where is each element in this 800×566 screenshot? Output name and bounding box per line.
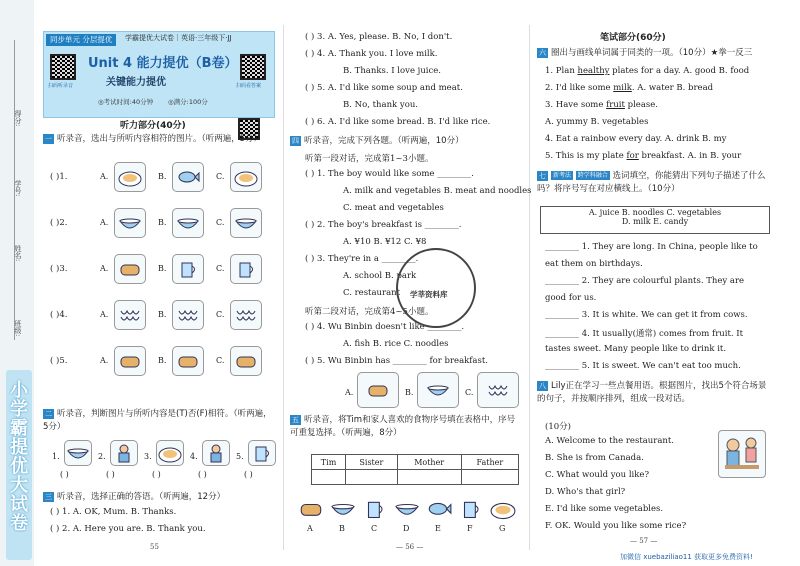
spine-label-id: 学号: <box>14 180 22 197</box>
plate-icon <box>158 443 182 463</box>
q6-text: 3. Have some <box>545 100 607 110</box>
cup-icon <box>250 443 274 463</box>
bowl-icon <box>118 213 142 233</box>
q3-line-2: ( ) 2. A. Here you are. B. Thank you. <box>50 524 206 534</box>
noodle-icon <box>176 305 200 325</box>
option-picture[interactable] <box>114 162 146 192</box>
plate-icon <box>490 498 516 520</box>
watermark-stamp <box>396 248 476 328</box>
food-table <box>311 454 519 485</box>
writing-section-title: 笔试部分(60分) <box>600 33 666 43</box>
bread-icon <box>366 380 390 400</box>
q4-item-1-options: A. milk and vegetables B. meat and noodles <box>343 186 532 196</box>
q6-text: plates for a day. A. good B. food <box>609 66 750 76</box>
food-picture <box>298 498 324 520</box>
person-icon <box>204 443 228 463</box>
q6-text: 2. I'd like some <box>545 83 614 93</box>
question-8 <box>537 380 769 406</box>
cup-icon <box>458 498 484 520</box>
q2-answer-paren[interactable]: ( ) <box>106 470 115 479</box>
food-letter: E <box>435 524 441 533</box>
spine-brand-text: 小学霸提优大试卷 <box>7 380 28 532</box>
noodle-icon <box>234 305 258 325</box>
option-letter: A. <box>100 264 109 273</box>
q1-answer-paren[interactable]: ( )3. <box>50 264 68 274</box>
q1-answer-paren[interactable]: ( )5. <box>50 356 68 366</box>
question-2 <box>43 408 273 434</box>
option-letter: A. <box>100 356 109 365</box>
option-letter: C. <box>216 218 225 227</box>
food-letter: B <box>339 524 345 533</box>
word-bank-box <box>540 206 770 234</box>
table-header-father: Father <box>461 455 518 470</box>
q7-tag: 新考法 <box>553 172 572 179</box>
q6-line <box>545 151 741 161</box>
food-picture <box>458 498 484 520</box>
listening-section-title: 听力部分(40分) <box>120 121 186 131</box>
q6-text: . A. water B. bread <box>631 83 714 93</box>
q7-line: tastes sweet. Many people like to drink it. <box>545 344 727 354</box>
bread-icon <box>118 351 142 371</box>
q6-text: A. yummy <box>545 117 588 127</box>
q2-answer-paren[interactable]: ( ) <box>198 470 207 479</box>
series-badge: 同步单元 分层提优 <box>46 34 116 46</box>
q6-underlined-word: for <box>626 151 639 161</box>
q3-line-5b: B. No, thank you. <box>343 100 418 110</box>
option-picture[interactable] <box>172 208 204 238</box>
q7-tag-2: 跨学科融合 <box>577 172 608 179</box>
q8-option: F. OK. Would you like some rice? <box>545 521 687 531</box>
q4-item-2-options: A. ¥10 B. ¥12 C. ¥8 <box>343 237 427 247</box>
option-picture[interactable] <box>172 300 204 330</box>
table-header-mother: Mother <box>397 455 461 470</box>
q4-item-1-option-c: C. meat and vegetables <box>343 203 444 213</box>
q7-line: ________ 5. It is sweet. We can't eat too much. <box>545 361 741 371</box>
page-number-left: 55 <box>150 543 159 551</box>
option-picture[interactable] <box>114 208 146 238</box>
q2-picture <box>202 440 230 466</box>
q7-line: good for us. <box>545 293 597 303</box>
food-picture <box>426 498 452 520</box>
q3-instruction: 听录音，选择正确的答语。（听两遍，12分） <box>57 492 226 502</box>
option-picture[interactable] <box>172 346 204 376</box>
q2-item-number: 1. <box>52 452 60 461</box>
bread-icon <box>118 259 142 279</box>
q7-line: ________ 4. It usually(通常) comes from fruit. It <box>545 329 744 339</box>
q4-item-1: ( ) 1. The boy would like some ________. <box>305 169 474 179</box>
fish-icon <box>176 167 200 187</box>
q1-instruction: 听录音，选出与所听内容相符的图片。（听两遍，5分） <box>57 134 263 144</box>
q3-line-4b: B. Thanks. I love juice. <box>343 66 442 76</box>
q6-text: 4. Eat a rainbow every day. A. drink B. my <box>545 134 727 144</box>
q7-line: ________ 3. It is white. We can get it from cows. <box>545 310 748 320</box>
option-letter: B. <box>158 172 167 181</box>
column-divider <box>283 25 284 550</box>
q6-underlined-word: healthy <box>577 66 610 76</box>
option-picture[interactable] <box>114 346 146 376</box>
option-picture[interactable] <box>230 162 262 192</box>
q1-number: 一 <box>45 134 52 143</box>
word-bank-line-2: D. milk E. candy <box>621 217 689 226</box>
q8-option: A. Welcome to the restaurant. <box>545 436 674 446</box>
food-letter: G <box>499 524 506 533</box>
food-letter: A <box>307 524 313 533</box>
q7-instruction: 选词填空，你能猜出下列句子描述了什么吗？将序号写在对应横线上。（10分） <box>537 171 766 194</box>
q6-underlined-word: milk <box>613 83 632 93</box>
food-letter: F <box>467 524 473 533</box>
question-7 <box>537 170 769 196</box>
q4-item-3-option-c: C. restaurant <box>343 288 401 298</box>
option-picture[interactable] <box>230 346 262 376</box>
q2-item-number: 5. <box>236 452 244 461</box>
table-cell-tim[interactable] <box>312 470 346 485</box>
word-bank-line-1: A. juice B. noodles C. vegetables <box>588 208 722 217</box>
q3-line-6: ( ) 6. A. I'd like some bread. B. I'd like rice. <box>305 117 491 127</box>
bowl-icon <box>394 498 420 520</box>
sub-title: 关键能力提优 <box>106 77 166 88</box>
option-letter: C. <box>216 172 225 181</box>
option-picture[interactable] <box>230 254 262 284</box>
q6-text: please. <box>624 100 658 110</box>
option-letter: A. <box>100 218 109 227</box>
spine-label-score: 得分: <box>14 110 22 127</box>
option-letter: C. <box>216 356 225 365</box>
food-picture <box>362 498 388 520</box>
option-letter: B. <box>158 310 167 319</box>
q4-item-3-options: A. school B. park <box>343 271 417 281</box>
footer-notice: 加微信 xuebaziliao11 获取更多免费资料! <box>620 553 753 561</box>
q3-line-4a: ( ) 4. A. Thank you. I love milk. <box>305 49 438 59</box>
q8-option: E. I'd like some vegetables. <box>545 504 664 514</box>
qr-label-listen: 扫码听录音 <box>48 83 74 89</box>
plate-icon <box>234 167 258 187</box>
q4-part1-instruction: 听第一段对话，完成第1~3小题。 <box>305 154 434 164</box>
column-divider <box>529 25 530 550</box>
q4-item-4-options: A. fish B. rice C. noodles <box>343 339 449 349</box>
q2-answer-paren[interactable]: ( ) <box>60 470 69 479</box>
option-picture[interactable] <box>230 208 262 238</box>
fish-icon <box>426 498 452 520</box>
series-line: 学霸提优大试卷｜英语·三年级下·JJ <box>125 34 232 42</box>
q5-number: 五 <box>292 415 299 424</box>
q3-number: 三 <box>45 492 52 501</box>
q8-option: D. Who's that girl? <box>545 487 626 497</box>
food-picture <box>490 498 516 520</box>
bowl-icon <box>66 443 90 463</box>
plate-icon <box>118 167 142 187</box>
food-letter: C <box>371 524 378 533</box>
q2-answer-paren[interactable]: ( ) <box>244 470 253 479</box>
q1-answer-paren[interactable]: ( )4. <box>50 310 68 320</box>
food-picture <box>330 498 356 520</box>
question-4 <box>290 134 464 146</box>
q6-line <box>545 117 648 127</box>
q8-instruction: Lily正在学习一些点餐用语。根据图片，找出5个符合场景的句子，并按顺序排列，组成一段对话。 <box>537 381 767 404</box>
q4-instruction: 听录音，完成下列各题。（听两遍，10分） <box>304 136 464 146</box>
option-picture[interactable] <box>114 254 146 284</box>
q6-text: 5. This is my plate <box>545 151 627 161</box>
q2-instruction: 听录音，判断图片与所听内容是(T)否(F)相符。（听两遍，5分） <box>43 409 272 432</box>
q8-option: B. She is from Canada. <box>545 453 644 463</box>
question-1 <box>43 133 273 146</box>
q7-line: eat them on birthdays. <box>545 259 643 269</box>
option-letter: C. <box>216 264 225 273</box>
q2-picture <box>64 440 92 466</box>
restaurant-scene-icon <box>719 431 765 477</box>
noodle-icon <box>118 305 142 325</box>
cup-icon <box>176 259 200 279</box>
q4-option-letter: A. <box>345 388 354 397</box>
table-cell-father[interactable] <box>461 470 518 485</box>
q7-line: ________ 1. They are long. In China, people like to <box>545 242 758 252</box>
person-icon <box>112 443 136 463</box>
q2-picture <box>248 440 276 466</box>
q6-text: B. vegetables <box>587 117 649 127</box>
q4-part2-instruction: 听第二段对话，完成第4~5小题。 <box>305 307 434 317</box>
q6-text: 1. Plan <box>545 66 578 76</box>
q4-item-5: ( ) 5. Wu Binbin has ________ for breakfast. <box>305 356 488 366</box>
q4-number: 四 <box>292 136 299 145</box>
table-header-tim: Tim <box>312 455 346 470</box>
table-cell-mother[interactable] <box>397 470 461 485</box>
page-number-middle: — 56 — <box>396 543 424 551</box>
time-info: ◎考试时间:40分钟 <box>98 98 154 106</box>
bread-icon <box>298 498 324 520</box>
noodle-icon <box>486 380 510 400</box>
q8-option: C. What would you like? <box>545 470 650 480</box>
bowl-icon <box>176 213 200 233</box>
table-cell-sister[interactable] <box>346 470 398 485</box>
option-letter: A. <box>100 172 109 181</box>
q4-option-letter: C. <box>465 388 474 397</box>
qr-code-listen[interactable] <box>50 54 76 80</box>
q2-item-number: 4. <box>190 452 198 461</box>
spine-label-class: 班级: <box>14 320 22 337</box>
q8-score: (10分) <box>545 422 571 432</box>
food-letter: D <box>403 524 410 533</box>
q4-option-picture[interactable] <box>357 372 399 408</box>
q6-line <box>545 134 726 144</box>
cup-icon <box>234 259 258 279</box>
bowl-icon <box>330 498 356 520</box>
option-letter: B. <box>158 356 167 365</box>
watermark-stamp-text: 学莘资料库 <box>410 290 448 299</box>
option-picture[interactable] <box>230 300 262 330</box>
page-number-right: — 57 — <box>630 537 658 545</box>
q6-instruction: 圈出与画线单词属于同类的一项。（10分）★拳一反三 <box>551 48 753 58</box>
q3-line-1: ( ) 1. A. OK, Mum. B. Thanks. <box>50 507 177 517</box>
option-letter: B. <box>158 218 167 227</box>
q6-line <box>545 66 749 76</box>
question-5 <box>290 414 520 440</box>
q6-underlined-word: fruit <box>606 100 625 110</box>
q7-line: ________ 2. They are colourful plants. They are <box>545 276 745 286</box>
bowl-icon <box>426 380 450 400</box>
option-picture[interactable] <box>172 162 204 192</box>
q4-item-4: ( ) 4. Wu Binbin doesn't like ________. <box>305 322 465 332</box>
q5-instruction: 听录音，将Tim和家人喜欢的食物序号填在表格中，序号可重复选择。（听两遍，8分） <box>290 415 516 438</box>
option-picture[interactable] <box>114 300 146 330</box>
q2-picture <box>110 440 138 466</box>
q2-item-number: 2. <box>98 452 106 461</box>
qr-label-answers: 扫码看答案 <box>236 83 262 89</box>
q8-number: 八 <box>539 381 546 390</box>
q2-item-number: 3. <box>144 452 152 461</box>
table-header-sister: Sister <box>346 455 398 470</box>
q6-line <box>545 100 658 110</box>
question-3 <box>43 490 225 502</box>
option-letter: B. <box>158 264 167 273</box>
q6-number: 六 <box>539 48 546 57</box>
question-6 <box>537 46 752 58</box>
food-picture <box>394 498 420 520</box>
q4-option-picture[interactable] <box>417 372 459 408</box>
bowl-icon <box>234 213 258 233</box>
q7-number: 七 <box>539 171 546 180</box>
q6-line <box>545 83 713 93</box>
qr-code-answers[interactable] <box>240 54 266 80</box>
q2-number: 二 <box>45 409 52 418</box>
q1-answer-paren[interactable]: ( )1. <box>50 172 68 182</box>
score-info: ◎满分:100分 <box>168 98 208 106</box>
q3-line-5a: ( ) 5. A. I'd like some soup and meat. <box>305 83 463 93</box>
q4-option-picture[interactable] <box>477 372 519 408</box>
spine-label-name: 姓名: <box>14 245 22 262</box>
bread-icon <box>176 351 200 371</box>
q2-picture <box>156 440 184 466</box>
q4-item-3: ( ) 3. They're in a ________. <box>305 254 419 264</box>
q4-option-letter: B. <box>405 388 414 397</box>
q2-answer-paren[interactable]: ( ) <box>152 470 161 479</box>
q4-item-2: ( ) 2. The boy's breakfast is ________. <box>305 220 462 230</box>
option-letter: C. <box>216 310 225 319</box>
q6-text: breakfast. A. in B. your <box>638 151 742 161</box>
bread-icon <box>234 351 258 371</box>
restaurant-illustration <box>718 430 766 478</box>
unit-title: Unit 4 能力提优（B卷） <box>88 56 238 71</box>
option-letter: A. <box>100 310 109 319</box>
q1-answer-paren[interactable]: ( )2. <box>50 218 68 228</box>
cup-icon <box>362 498 388 520</box>
option-picture[interactable] <box>172 254 204 284</box>
q3-line-3: ( ) 3. A. Yes, please. B. No, I don't. <box>305 32 453 42</box>
